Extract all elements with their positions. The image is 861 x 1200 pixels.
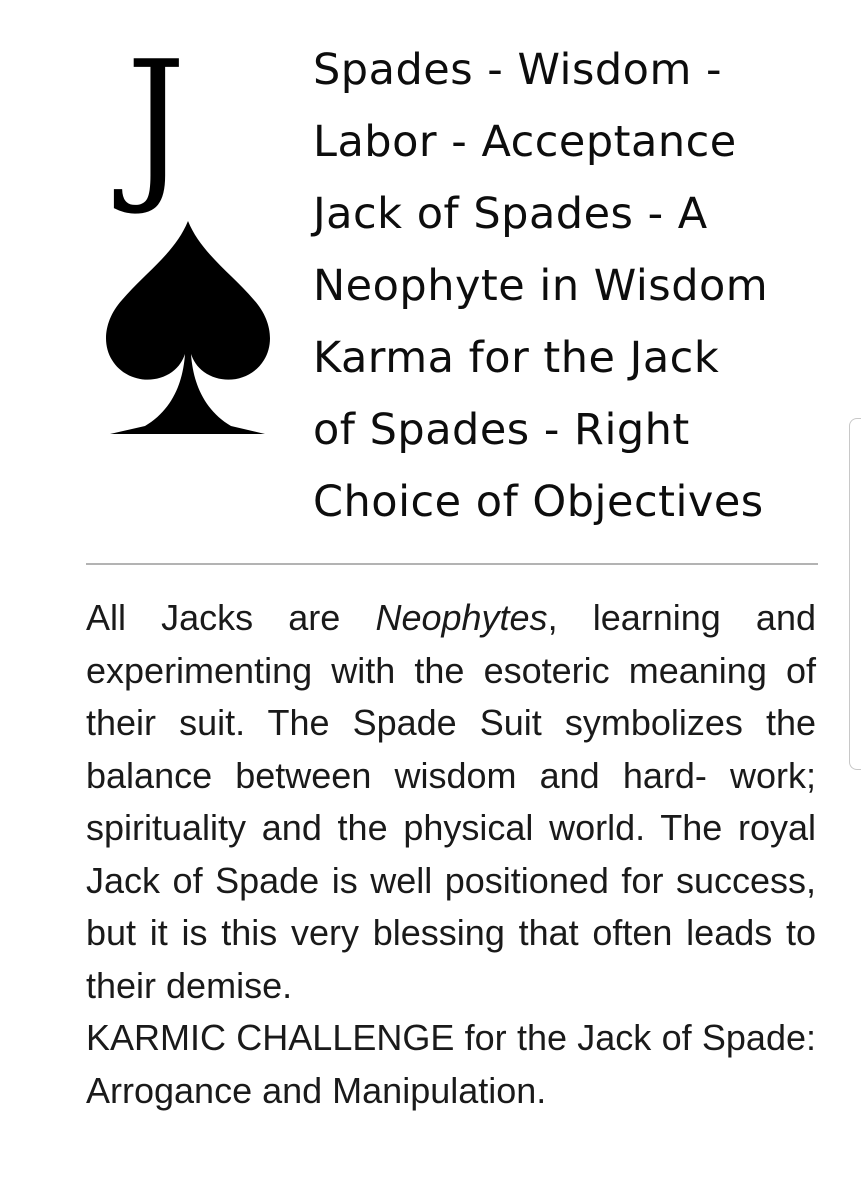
page-title: [313, 34, 833, 538]
jack-of-spades-image: [100, 38, 275, 443]
scroll-handle[interactable]: [849, 418, 861, 770]
article-body: [86, 592, 816, 1117]
title-line: Labor - Acceptance: [313, 117, 737, 167]
intro-paragraph: [86, 592, 816, 1012]
title-line: of Spades - Right: [313, 405, 690, 455]
karmic-challenge-paragraph: KARMIC CHALLENGE for the Jack of Spade: Arrogance and Manipulation.: [86, 1017, 816, 1111]
title-line: Jack of Spades - A: [313, 189, 708, 239]
title-line: Neophyte in Wisdom: [313, 261, 769, 311]
intro-text-rest: , learning and experimenting with the esoteric meaning of their suit. The Spade Suit symbolizes the balance between wisdom and hard- work; spirituality and the physical world. The royal Jack of Spade is well positioned for success, but it is this very blessing that often leads to their demise.: [86, 597, 816, 1006]
title-line: Choice of Objectives: [313, 477, 764, 527]
intro-text-start: All Jacks are: [86, 597, 376, 638]
spade-icon: [106, 221, 270, 434]
neophytes-emphasis: Neophytes: [375, 597, 548, 638]
section-divider: [86, 563, 818, 565]
jack-letter: J: [126, 38, 186, 220]
title-line: Spades - Wisdom -: [313, 45, 723, 95]
title-line: Karma for the Jack: [313, 333, 720, 383]
